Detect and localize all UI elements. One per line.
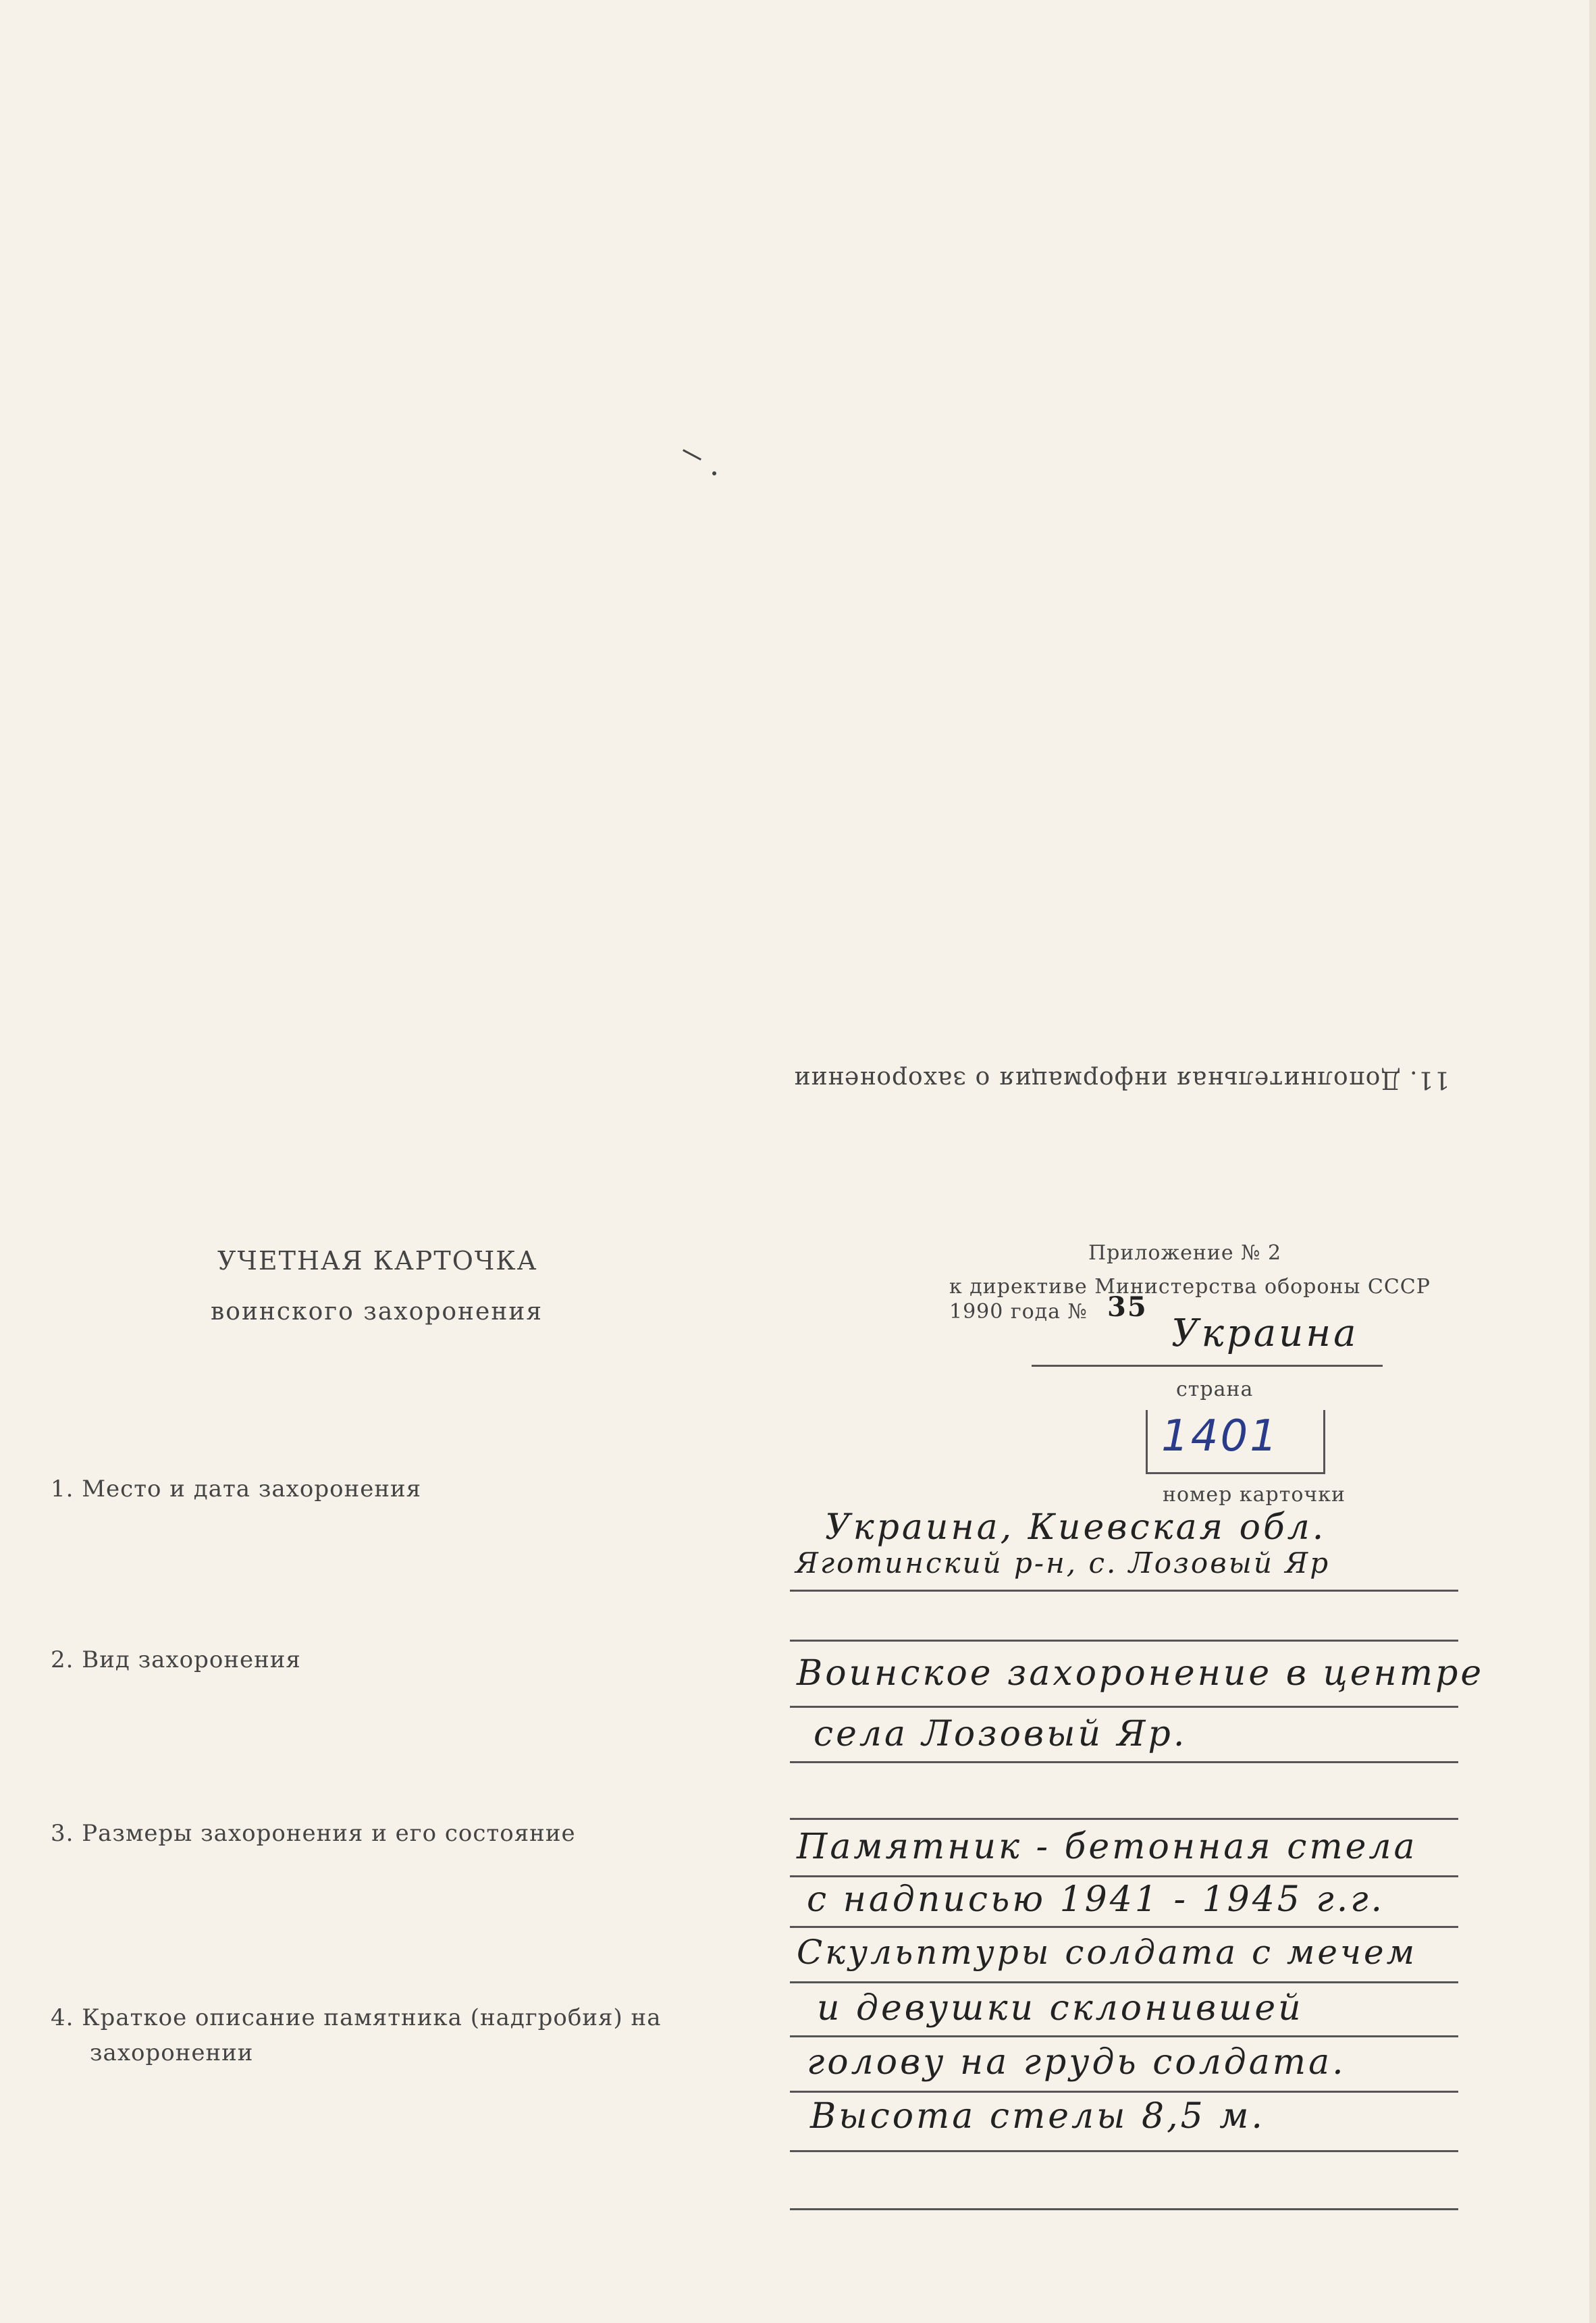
field-4-underline-1 xyxy=(790,1981,1458,1983)
card-number-label: номер карточки xyxy=(1163,1483,1346,1507)
card-title: УЧЕТНАЯ КАРТОЧКА xyxy=(217,1246,538,1276)
section-11-heading-upside-down: 11. Дополнительная информация о захоронении xyxy=(793,1066,1450,1093)
appendix-year: 1990 года № xyxy=(949,1300,1088,1324)
field-2-label: 2. Вид захоронения xyxy=(51,1646,301,1673)
field-3-line-1: Памятник - бетонная стела xyxy=(797,1827,1418,1867)
field-1-line-2: Яготинский р-н, с. Лозовый Яр xyxy=(795,1546,1331,1580)
field-1-label: 1. Место и дата захоронения xyxy=(51,1476,422,1503)
paper-speck xyxy=(683,449,701,461)
field-4-line-1: Скульптуры солдата с мечем xyxy=(797,1933,1418,1972)
country-label: страна xyxy=(1176,1378,1254,1401)
field-3-underline-2 xyxy=(790,1926,1458,1928)
field-1-underline xyxy=(790,1590,1458,1592)
field-2-underline-1 xyxy=(790,1706,1458,1708)
field-4-label-line-2: захоронении xyxy=(90,2039,254,2066)
paper-speck xyxy=(712,471,716,475)
card-number-value: 1401 xyxy=(1161,1411,1279,1461)
field-4-line-3: голову на грудь солдата. xyxy=(807,2042,1346,2083)
card-number-box xyxy=(1146,1410,1325,1474)
field-4-line-2: и девушки склонившей xyxy=(817,1988,1304,2029)
field-2-underline-2 xyxy=(790,1761,1458,1763)
field-1-underline-2 xyxy=(790,1640,1458,1642)
field-4-underline-3 xyxy=(790,2091,1458,2093)
appendix-directive: к директиве Министерства обороны СССР xyxy=(949,1275,1431,1299)
field-2-line-2: села Лозовый Яр. xyxy=(814,1714,1188,1754)
country-value: Украина xyxy=(1171,1311,1359,1355)
paper-edge xyxy=(1589,0,1596,2323)
field-3-label: 3. Размеры захоронения и его состояние xyxy=(51,1820,576,1847)
appendix-label: Приложение № 2 xyxy=(1088,1241,1282,1265)
country-underline xyxy=(1032,1365,1383,1367)
field-3-underline-1 xyxy=(790,1875,1458,1877)
field-4-underline-2 xyxy=(790,2035,1458,2037)
field-1-line-1: Украина, Киевская обл. xyxy=(825,1507,1327,1548)
field-4-underline-4 xyxy=(790,2150,1458,2152)
field-4-underline-5 xyxy=(790,2208,1458,2210)
field-3-underline-0 xyxy=(790,1818,1458,1820)
field-2-line-1: Воинское захоронение в центре xyxy=(797,1653,1485,1694)
directive-number: 35 xyxy=(1107,1291,1148,1323)
field-4-label-line-1: 4. Краткое описание памятника (надгробия) на xyxy=(51,2004,662,2031)
field-4-line-4: Высота стелы 8,5 м. xyxy=(810,2096,1265,2137)
card-subtitle: воинского захоронения xyxy=(211,1298,543,1326)
field-3-line-2: с надписью 1941 - 1945 г.г. xyxy=(807,1879,1385,1920)
